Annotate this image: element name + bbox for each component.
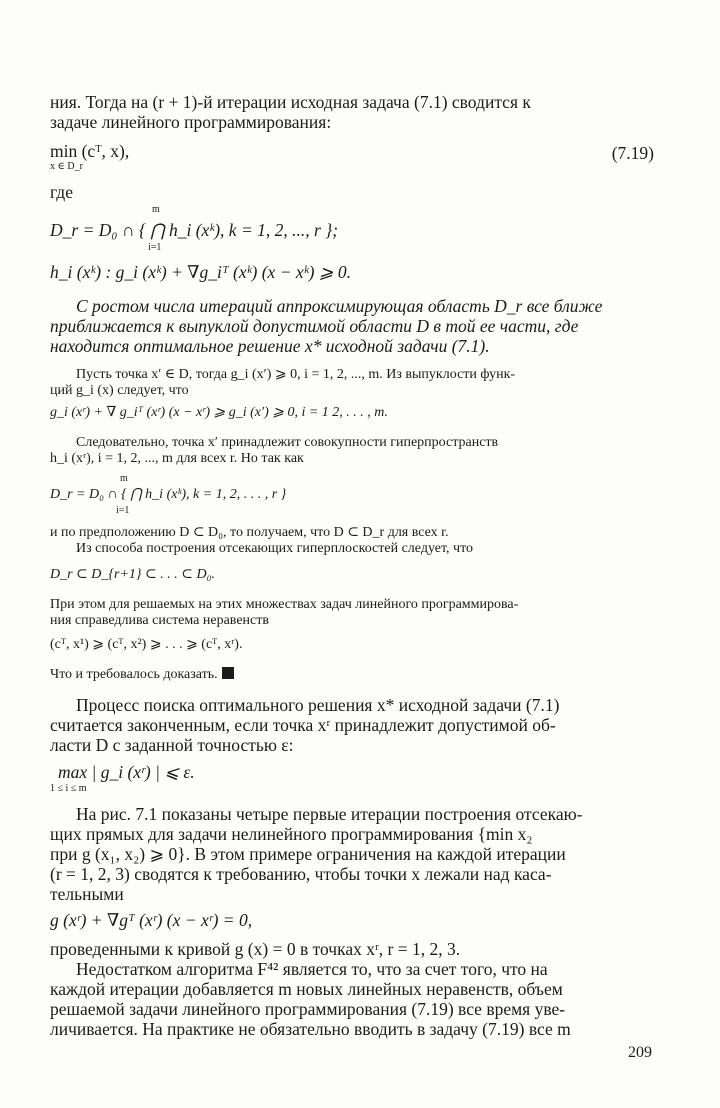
small-text-line: h_i (xʳ), i = 1, 2, ..., m для всех r. Но так как xyxy=(50,451,304,466)
small-text-line: ций g_i (x) следует, что xyxy=(50,383,189,398)
text-line: личивается. На практике не обязательно вводить в задачу (7.19) все m xyxy=(50,1019,571,1039)
qed-line xyxy=(50,667,234,682)
small-text-line: ния справедлива система неравенств xyxy=(50,613,269,628)
equation-dr: D_r = D₀ ∩ { ⋂ h_i (xᵏ), k = 1, 2, ..., r }; xyxy=(50,220,339,240)
text-line: ласти D с заданной точностью ε: xyxy=(50,735,294,755)
equation-number: (7.19) xyxy=(611,143,654,163)
equation-limit: i=1 xyxy=(148,242,162,253)
equation-limit: i=1 xyxy=(116,505,130,516)
equation-7-19: min (cᵀ, x), xyxy=(50,141,130,161)
small-equation: g_i (xʳ) + ∇ g_iᵀ (xʳ) (x − xʳ) ⩾ g_i (x′) ⩾ 0, i = 1 2, . . . , m. xyxy=(50,405,388,420)
text-line: задаче линейного программирования: xyxy=(50,112,332,132)
equation-max: max | g_i (xʳ) | ⩽ ε. xyxy=(58,762,195,782)
equation-limit: m xyxy=(152,204,160,215)
text-line: проведенными к кривой g (x) = 0 в точках xʳ, r = 1, 2, 3. xyxy=(50,939,461,959)
page-number: 209 xyxy=(628,1044,652,1061)
equation-subscript: x ∈ D_r xyxy=(50,161,83,172)
italic-line: С ростом числа итераций аппроксимирующая область D_r все ближе xyxy=(76,296,603,316)
text-line: считается законченным, если точка xʳ принадлежит допустимой об- xyxy=(50,715,556,735)
text-line: каждой итерации добавляется m новых линейных неравенств, объем xyxy=(50,979,563,999)
equation-hi: h_i (xᵏ) : g_i (xᵏ) + ∇g_iᵀ (xᵏ) (x − xᵏ) ⩾ 0. xyxy=(50,262,351,282)
small-text-line: и по предположению D ⊂ D₀, то получаем, что D ⊂ D_r для всех r. xyxy=(50,525,449,540)
text-line: (r = 1, 2, 3) сводятся к требованию, чтобы точки x лежали над каса- xyxy=(50,864,552,884)
text-line: при g (x₁, x₂) ⩾ 0}. В этом примере ограничения на каждой итерации xyxy=(50,844,566,864)
small-text-line: Следовательно, точка x′ принадлежит совокупности гиперпространств xyxy=(76,435,499,450)
small-text-line: При этом для решаемых на этих множествах задач линейного программирова- xyxy=(50,597,519,612)
small-equation: (cᵀ, x¹) ⩾ (cᵀ, x²) ⩾ . . . ⩾ (cᵀ, xʳ). xyxy=(50,637,243,652)
equation-tangent: g (xʳ) + ∇gᵀ (xʳ) (x − xʳ) = 0, xyxy=(50,910,253,930)
text-line: где xyxy=(50,182,73,202)
text-line: тельными xyxy=(50,884,124,904)
small-text-line: Пусть точка x′ ∈ D, тогда g_i (x′) ⩾ 0, i = 1, 2, ..., m. Из выпуклости функ- xyxy=(76,367,516,382)
small-equation: D_r ⊂ D_{r+1} ⊂ . . . ⊂ D₀. xyxy=(50,567,215,582)
qed-square-icon xyxy=(222,667,234,679)
qed-text: Что и требовалось доказать. xyxy=(50,667,218,682)
text-line: щих прямых для задачи нелинейного программирования {min x₂ xyxy=(50,824,533,844)
equation-limit: m xyxy=(120,473,128,484)
italic-line: приближается к выпуклой допустимой области D в той ее части, где xyxy=(50,316,579,336)
italic-line: находится оптимальное решение x* исходной задачи (7.1). xyxy=(50,336,490,356)
small-text-line: Из способа построения отсекающих гиперплоскостей следует, что xyxy=(76,541,474,556)
equation-subscript: 1 ≤ i ≤ m xyxy=(50,783,87,794)
text-line: Процесс поиска оптимального решения x* исходной задачи (7.1) xyxy=(76,695,560,715)
text-line: ния. Тогда на (r + 1)-й итерации исходная задача (7.1) сводится к xyxy=(50,92,531,112)
text-line: На рис. 7.1 показаны четыре первые итерации построения отсекаю- xyxy=(76,804,583,824)
small-equation: D_r = D₀ ∩ { ⋂ h_i (xᵏ), k = 1, 2, . . . , r } xyxy=(50,487,287,502)
text-line: Недостатком алгоритма F⁴² является то, что за счет того, что на xyxy=(76,959,548,979)
text-line: решаемой задачи линейного программирования (7.19) все время уве- xyxy=(50,999,566,1019)
